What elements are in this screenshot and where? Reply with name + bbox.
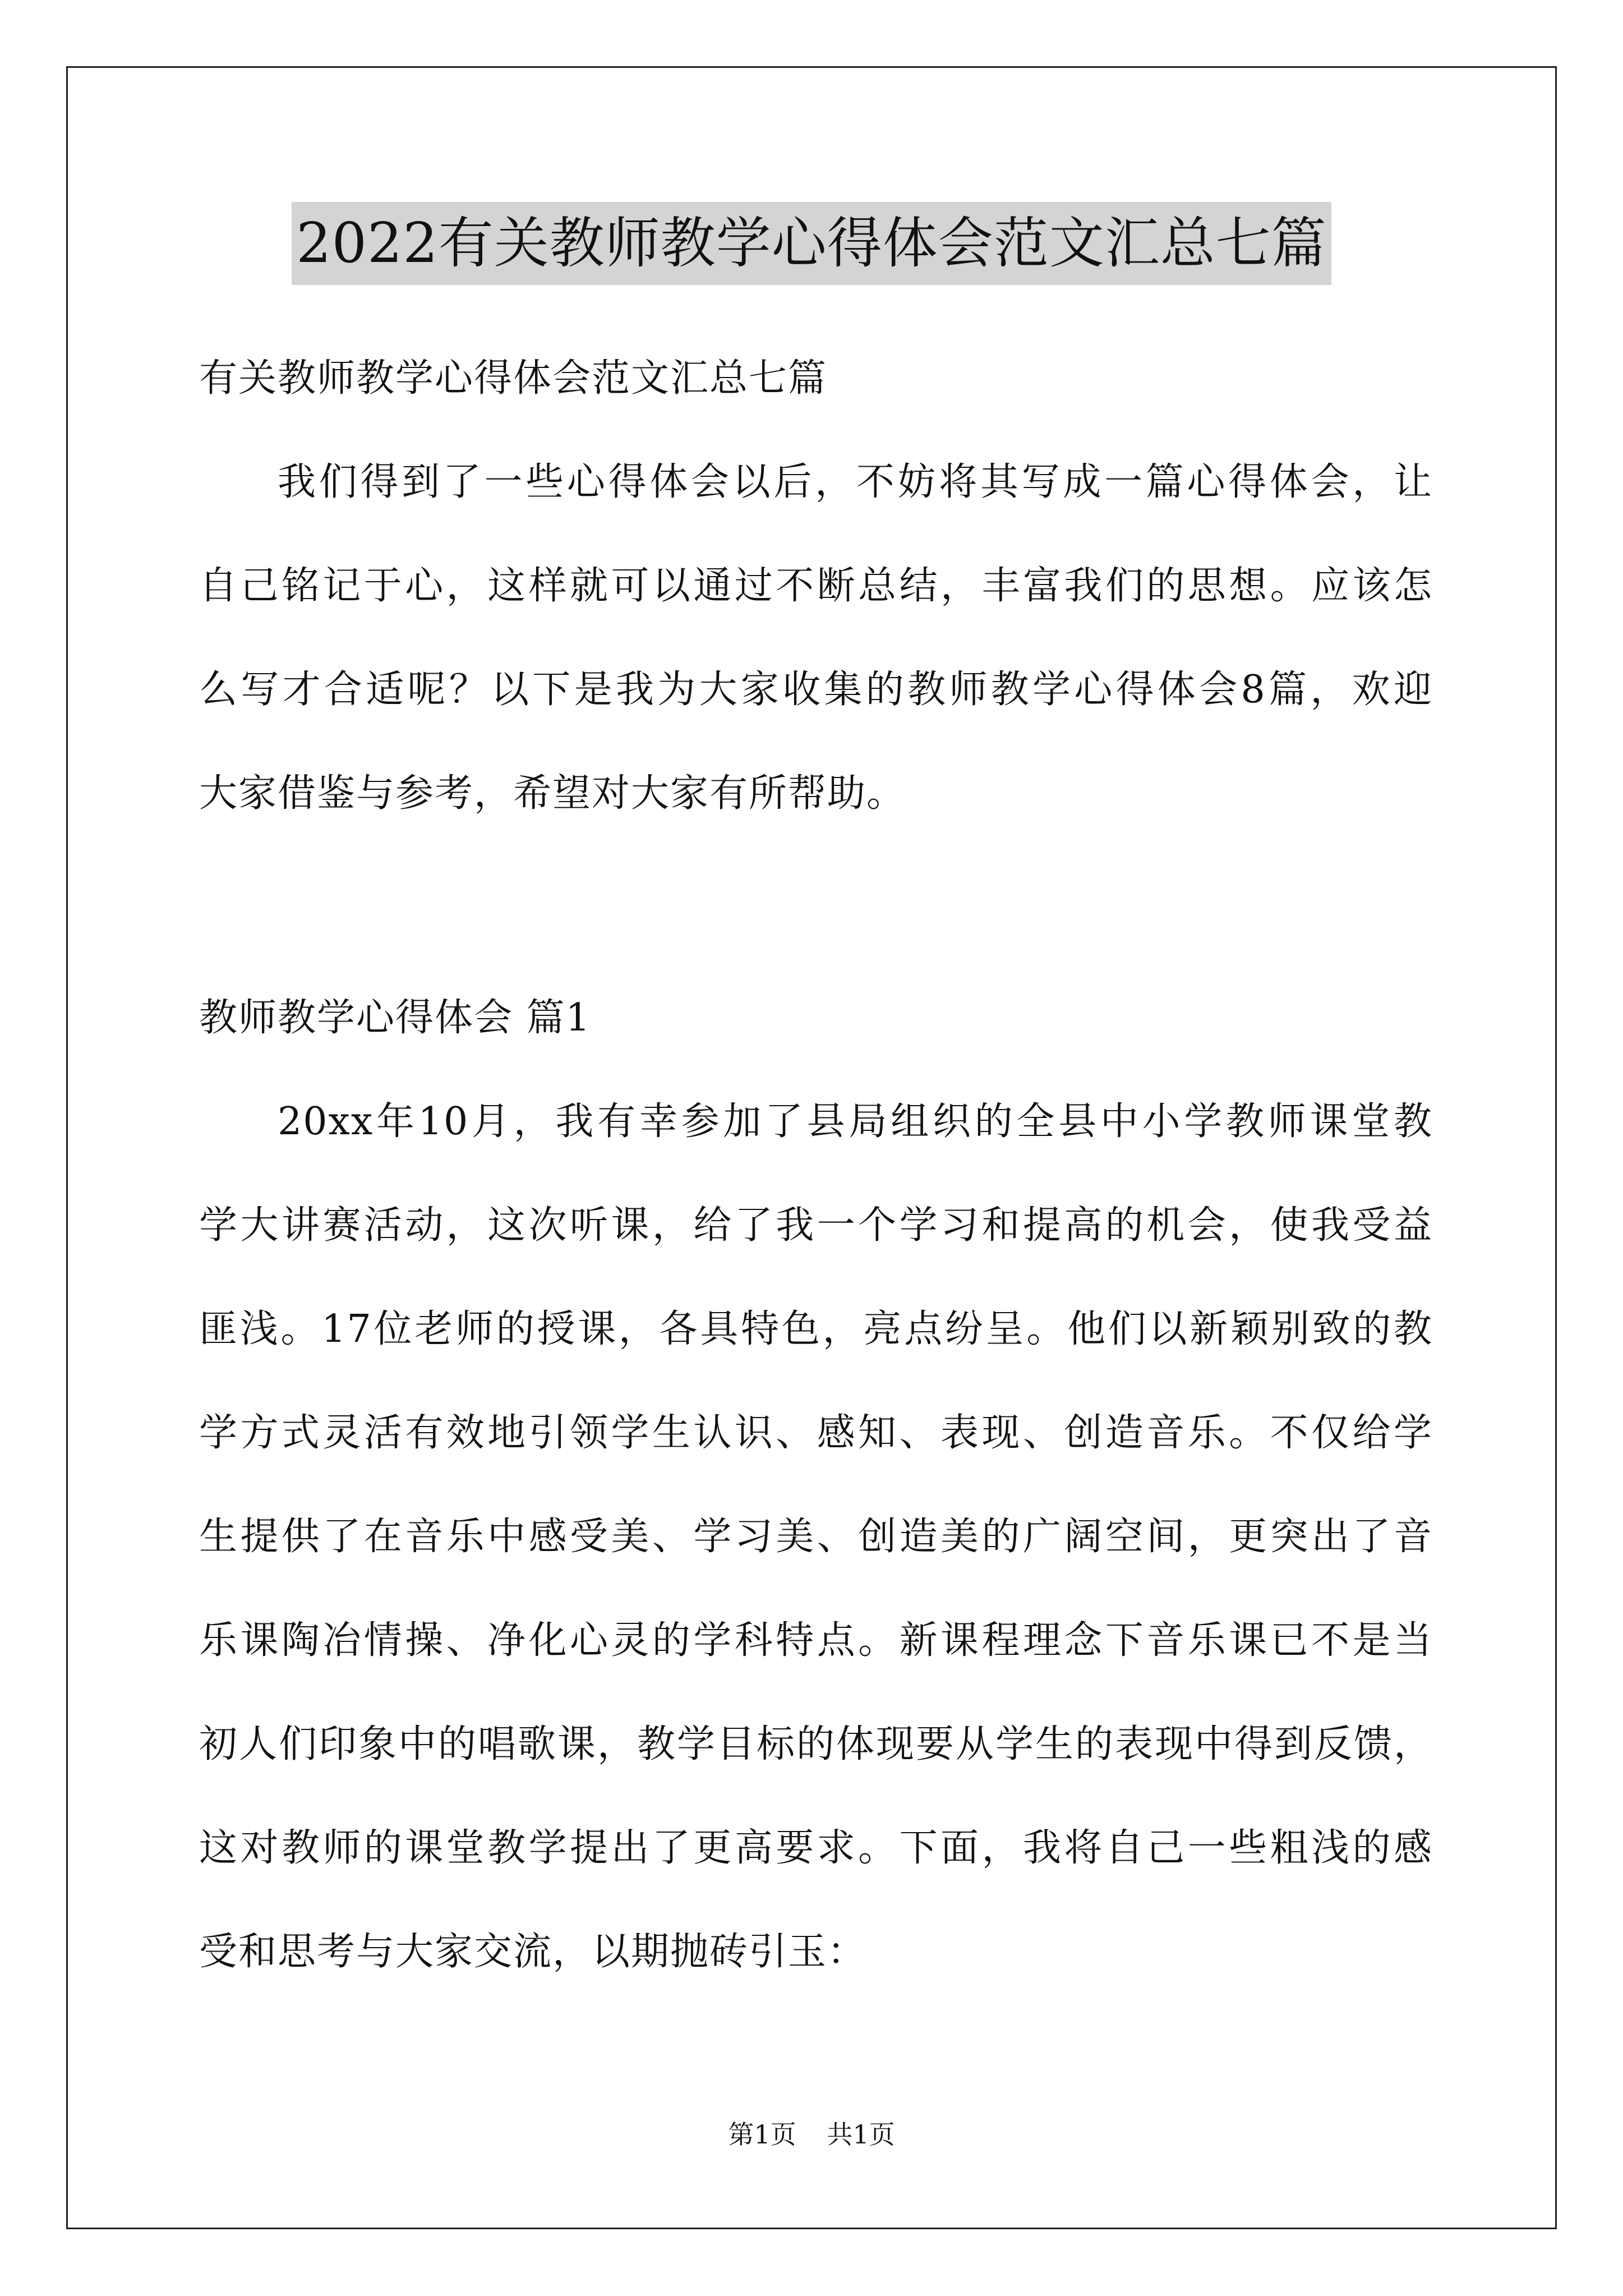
section-line-5: 生提供了在音乐中感受美、学习美、创造美的广阔空间，更突出了音 [199,1515,1433,1559]
intro-line-3: 么写才合适呢？以下是我为大家收集的教师教学心得体会8篇，欢迎 [199,668,1433,712]
page-number: 第1页 [728,2119,796,2150]
section-line-4: 学方式灵活有效地引领学生认识、感知、表现、创造音乐。不仅给学 [199,1411,1433,1455]
section-line-3: 匪浅。17位老师的授课，各具特色，亮点纷呈。他们以新颖别致的教 [199,1307,1433,1351]
section-line-7: 初人们印象中的唱歌课，教学目标的体现要从学生的表现中得到反馈， [199,1722,1433,1766]
intro-line-2: 自己铭记于心，这样就可以通过不断总结，丰富我们的思想。应该怎 [199,564,1433,608]
document-title: 2022有关教师教学心得体会范文汇总七篇 [292,202,1331,285]
document-subtitle: 有关教师教学心得体会范文汇总七篇 [199,356,828,401]
section-line-8: 这对教师的课堂教学提出了更高要求。下面，我将自己一些粗浅的感 [199,1826,1433,1870]
section-line-9: 受和思考与大家交流，以期抛砖引玉： [199,1930,867,1974]
intro-line-1: 我们得到了一些心得体会以后，不妨将其写成一篇心得体会，让 [278,460,1433,504]
title-container [0,202,1623,285]
page-footer [0,2118,1623,2151]
section-heading: 教师教学心得体会 篇1 [199,996,591,1040]
section-line-1: 20xx年10月，我有幸参加了县局组织的全县中小学教师课堂教 [278,1099,1433,1144]
intro-line-4: 大家借鉴与参考，希望对大家有所帮助。 [199,771,906,816]
section-line-2: 学大讲赛活动，这次听课，给了我一个学习和提高的机会，使我受益 [199,1203,1433,1248]
section-line-6: 乐课陶冶情操、净化心灵的学科特点。新课程理念下音乐课已不是当 [199,1618,1433,1663]
page-total: 共1页 [827,2119,895,2150]
